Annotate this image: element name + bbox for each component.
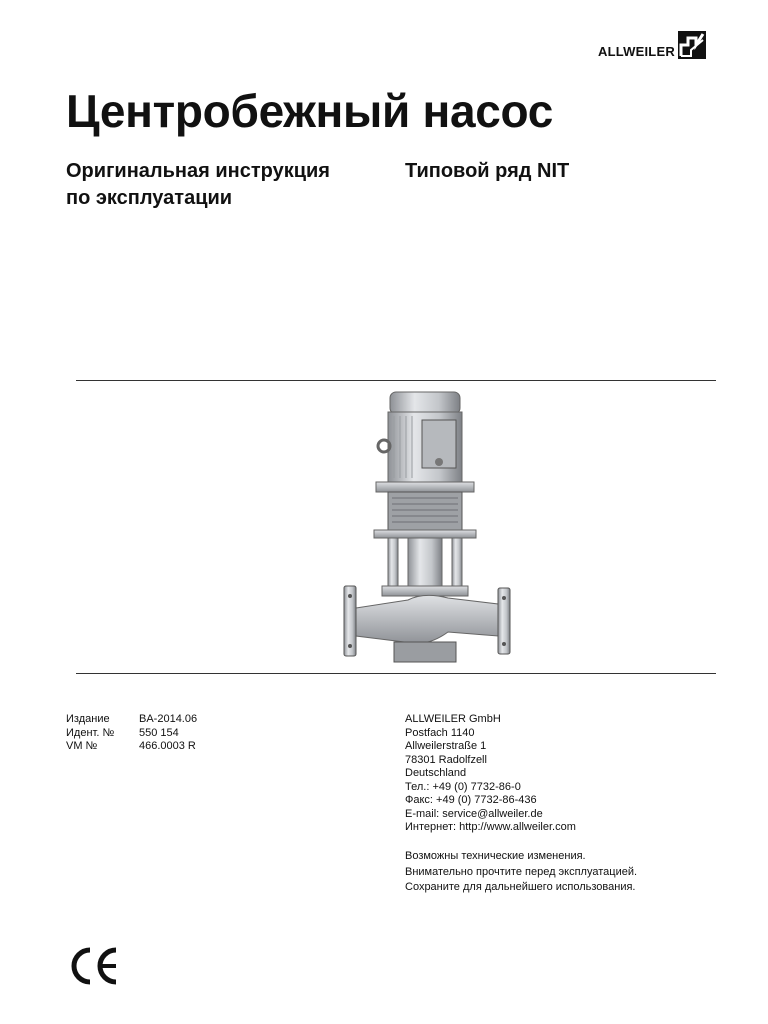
subtitle-line-2: по эксплуатации bbox=[66, 187, 233, 209]
meta-label: Издание bbox=[66, 713, 110, 725]
address-line: Deutschland bbox=[405, 767, 467, 779]
top-divider bbox=[76, 380, 716, 381]
document-subtitle bbox=[66, 158, 330, 212]
meta-label: Идент. № bbox=[66, 726, 115, 739]
ce-mark-icon bbox=[66, 946, 122, 986]
note-line: Внимательно прочтите перед эксплуатацией. bbox=[405, 865, 638, 878]
meta-ident bbox=[66, 727, 197, 741]
meta-edition bbox=[66, 713, 197, 727]
document-meta bbox=[66, 713, 197, 754]
address-fax: Факс: +49 (0) 7732-86-436 bbox=[405, 794, 537, 806]
address-line: Allweilerstraße 1 bbox=[405, 740, 487, 752]
note-line: Сохраните для дальнейшего использования. bbox=[405, 881, 636, 893]
address-line: 78301 Radolfzell bbox=[405, 753, 487, 766]
meta-vm bbox=[66, 740, 197, 754]
brand-logo bbox=[598, 30, 707, 60]
centrifugal-pump-image bbox=[338, 386, 518, 670]
address-email: E-mail: service@allweiler.de bbox=[405, 807, 543, 820]
meta-value: 466.0003 R bbox=[139, 740, 196, 752]
notes bbox=[405, 849, 637, 896]
meta-label: VM № bbox=[66, 740, 98, 752]
note-line: Возможны технические изменения. bbox=[405, 850, 586, 862]
allweiler-logo-icon bbox=[677, 30, 707, 60]
company-address bbox=[405, 713, 576, 835]
document-title: Центробежный насос bbox=[66, 85, 554, 137]
address-line: Postfach 1140 bbox=[405, 726, 475, 739]
brand-name: ALLWEILER bbox=[598, 43, 675, 59]
address-line: ALLWEILER GmbH bbox=[405, 713, 501, 725]
product-series: Типовой ряд NIT bbox=[405, 160, 570, 182]
meta-value: 550 154 bbox=[139, 726, 179, 739]
subtitle-line-1: Оригинальная инструкция bbox=[66, 160, 330, 182]
address-phone: Тел.: +49 (0) 7732-86-0 bbox=[405, 780, 521, 793]
bottom-divider bbox=[76, 673, 716, 674]
address-website: Интернет: http://www.allweiler.com bbox=[405, 821, 576, 833]
meta-value: BA-2014.06 bbox=[139, 713, 198, 725]
